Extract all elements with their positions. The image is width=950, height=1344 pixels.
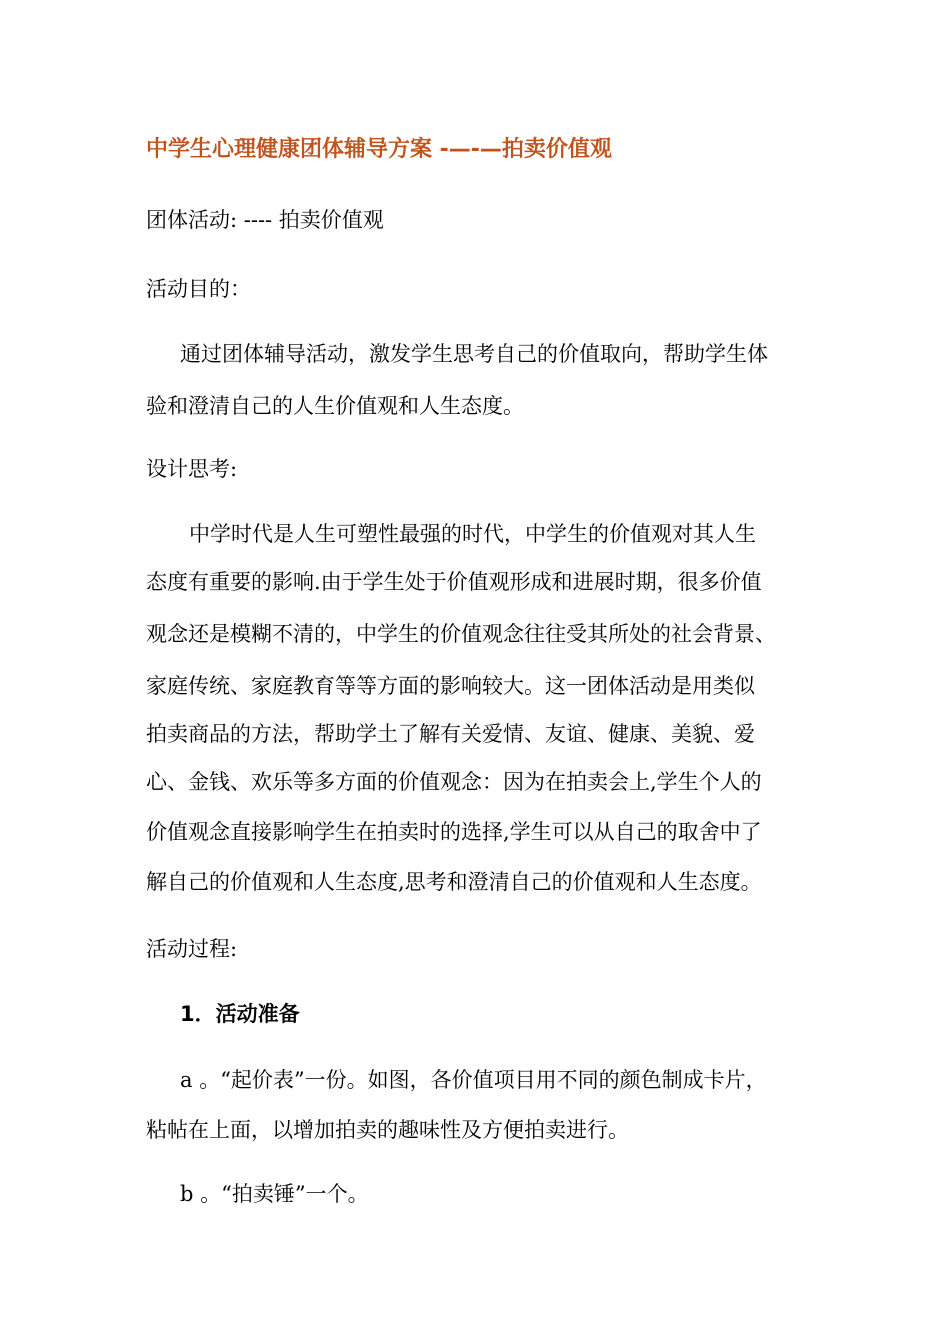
design-text-line: 价值观念直接影响学生在拍卖时的选择,学生可以从自己的取舍中了: [146, 820, 762, 844]
item-a-line: a 。“起价表”一份。如图，各价值项目用不同的颜色制成卡片，: [180, 1068, 767, 1092]
design-text-line: 拍卖商品的方法，帮助学土了解有关爱情、友谊、健康、美貌、爱: [146, 722, 755, 746]
activity-line: 团体活动: ---- 拍卖价值观: [146, 208, 384, 232]
item-a-line: 粘帖在上面，以增加拍卖的趣味性及方便拍卖进行。: [146, 1118, 629, 1142]
purpose-text-line: 通过团体辅导活动，激发学生思考自己的价值取向，帮助学生体: [180, 342, 768, 366]
design-text-line: 中学时代是人生可塑性最强的时代，中学生的价值观对其人生: [189, 522, 756, 546]
design-text-line: 观念还是模糊不清的，中学生的价值观念往往受其所处的社会背景、: [146, 622, 776, 646]
purpose-text-line: 验和澄清自己的人生价值观和人生态度。: [146, 394, 524, 418]
design-text-line: 心、金钱、欢乐等多方面的价值观念：因为在拍卖会上,学生个人的: [146, 770, 762, 794]
step1-heading: 1．活动准备: [180, 1002, 300, 1026]
design-text-line: 解自己的价值观和人生态度,思考和澄清自己的价值观和人生态度。: [146, 870, 762, 894]
document-title: 中学生心理健康团体辅导方案 -—-—拍卖价值观: [146, 137, 612, 162]
item-b-line: b 。“拍卖锤”一个。: [180, 1182, 369, 1206]
design-text-line: 家庭传统、家庭教育等等方面的影响较大。这一团体活动是用类似: [146, 674, 755, 698]
design-text-line: 态度有重要的影响.由于学生处于价值观形成和进展时期，很多价值: [146, 570, 762, 594]
process-heading: 活动过程:: [146, 937, 238, 961]
design-heading: 设计思考:: [146, 457, 238, 481]
purpose-heading: 活动目的：: [146, 277, 251, 301]
